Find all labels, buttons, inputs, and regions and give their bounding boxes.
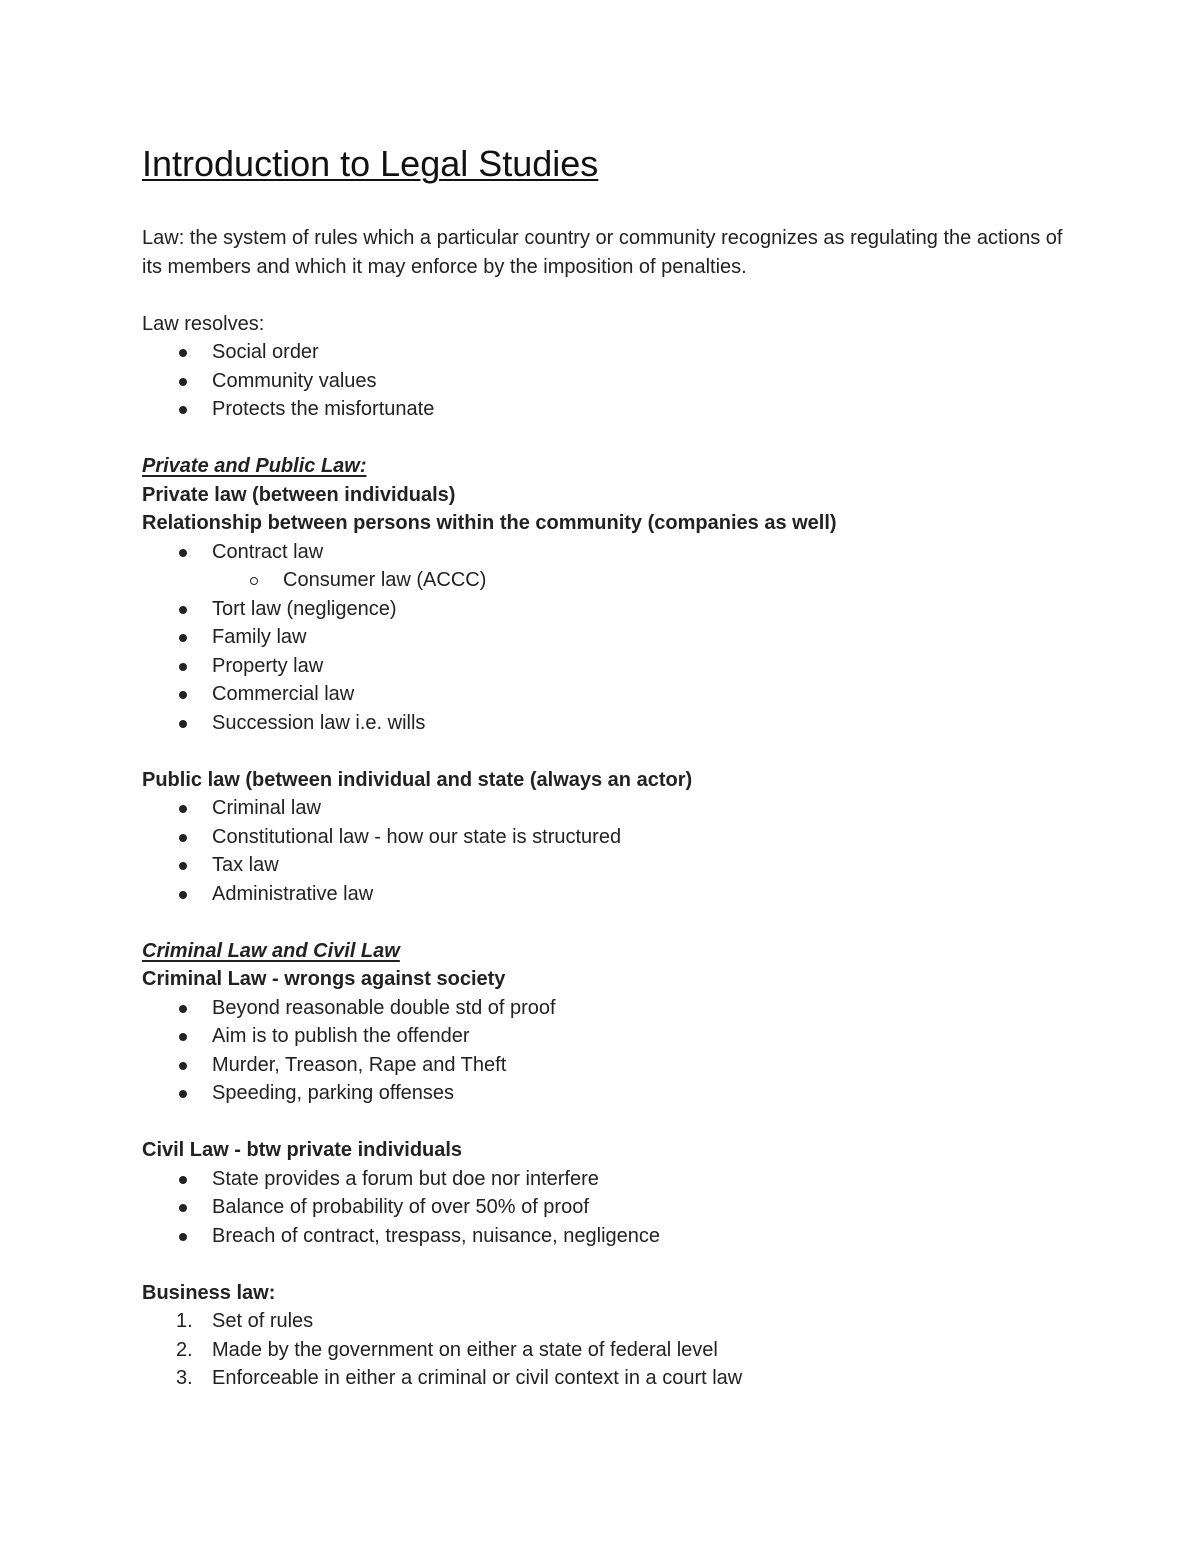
bullet-icon — [179, 891, 187, 899]
list-item: Criminal law — [142, 794, 1082, 823]
public-law-heading: Public law (between individual and state (always an actor) — [142, 768, 693, 791]
bullet-icon — [179, 805, 187, 813]
list-item: Aim is to publish the offender — [142, 1022, 1082, 1051]
list-item: Balance of probability of over 50% of proof — [142, 1193, 1082, 1222]
bullet-icon — [179, 1062, 187, 1070]
bullet-icon — [179, 663, 187, 671]
section-heading-private-public: Private and Public Law: — [142, 455, 367, 477]
law-resolves-label: Law resolves: — [142, 312, 265, 335]
bullet-icon — [179, 1033, 187, 1041]
law-definition: Law: the system of rules which a particular country or community recognizes as regulating the actions of its members and which it may enforce by the imposition of penalties. — [142, 227, 1063, 278]
bullet-icon — [179, 834, 187, 842]
section-heading-criminal-civil: Criminal Law and Civil Law — [142, 939, 400, 962]
list-item: State provides a forum but doe nor interfere — [142, 1165, 1082, 1194]
list-item: Constitutional law - how our state is structured — [142, 823, 1082, 852]
bullet-icon — [179, 378, 187, 386]
public-law-list — [142, 794, 1082, 908]
document-body — [142, 140, 1082, 1393]
list-item: Speeding, parking offenses — [142, 1079, 1082, 1108]
bullet-icon — [179, 862, 187, 870]
law-resolves-list — [142, 338, 1082, 424]
bullet-icon — [179, 1090, 187, 1098]
list-item: Commercial law — [142, 680, 1082, 709]
sub-list-item: Consumer law (ACCC) — [142, 566, 1082, 595]
list-item: Property law — [142, 652, 1082, 681]
list-item: Tort law (negligence) — [142, 595, 1082, 624]
bullet-icon — [179, 1176, 187, 1184]
document-title: Introduction to Legal Studies — [142, 143, 599, 184]
civil-law-list — [142, 1165, 1082, 1251]
business-law-list — [142, 1307, 1082, 1393]
numbered-list-item: 3. Enforceable in either a criminal or civil context in a court law — [176, 1367, 743, 1389]
bullet-icon — [179, 1233, 187, 1241]
bullet-icon — [179, 634, 187, 642]
list-item: Family law — [142, 623, 1082, 652]
list-item: Social order — [142, 338, 1082, 367]
list-item: Murder, Treason, Rape and Theft — [142, 1051, 1082, 1080]
list-item: Administrative law — [142, 880, 1082, 909]
private-law-subheading: Relationship between persons within the community (companies as well) — [142, 512, 837, 534]
bullet-icon — [179, 606, 187, 614]
private-law-list — [142, 538, 1082, 738]
list-item: Protects the misfortunate — [142, 395, 1082, 424]
list-item: Community values — [142, 367, 1082, 396]
criminal-law-list — [142, 994, 1082, 1108]
hollow-bullet-icon — [250, 577, 258, 585]
bullet-icon — [179, 720, 187, 728]
list-item: Succession law i.e. wills — [142, 709, 1082, 738]
bullet-icon — [179, 1204, 187, 1212]
bullet-icon — [179, 691, 187, 699]
bullet-icon — [179, 349, 187, 357]
business-law-heading: Business law: — [142, 1281, 276, 1304]
bullet-icon — [179, 1005, 187, 1013]
list-item: Beyond reasonable double std of proof — [142, 994, 1082, 1023]
numbered-list-item: 1. Set of rules — [176, 1310, 314, 1332]
list-item: Tax law — [142, 851, 1082, 880]
private-law-heading: Private law (between individuals) — [142, 483, 456, 506]
criminal-law-heading: Criminal Law - wrongs against society — [142, 968, 506, 990]
civil-law-heading: Civil Law - btw private individuals — [142, 1139, 463, 1161]
bullet-icon — [179, 549, 187, 557]
bullet-icon — [179, 406, 187, 414]
numbered-list-item: 2. Made by the government on either a state of federal level — [176, 1338, 718, 1361]
list-item: Breach of contract, trespass, nuisance, negligence — [142, 1222, 1082, 1251]
list-item: Contract law — [142, 538, 1082, 567]
